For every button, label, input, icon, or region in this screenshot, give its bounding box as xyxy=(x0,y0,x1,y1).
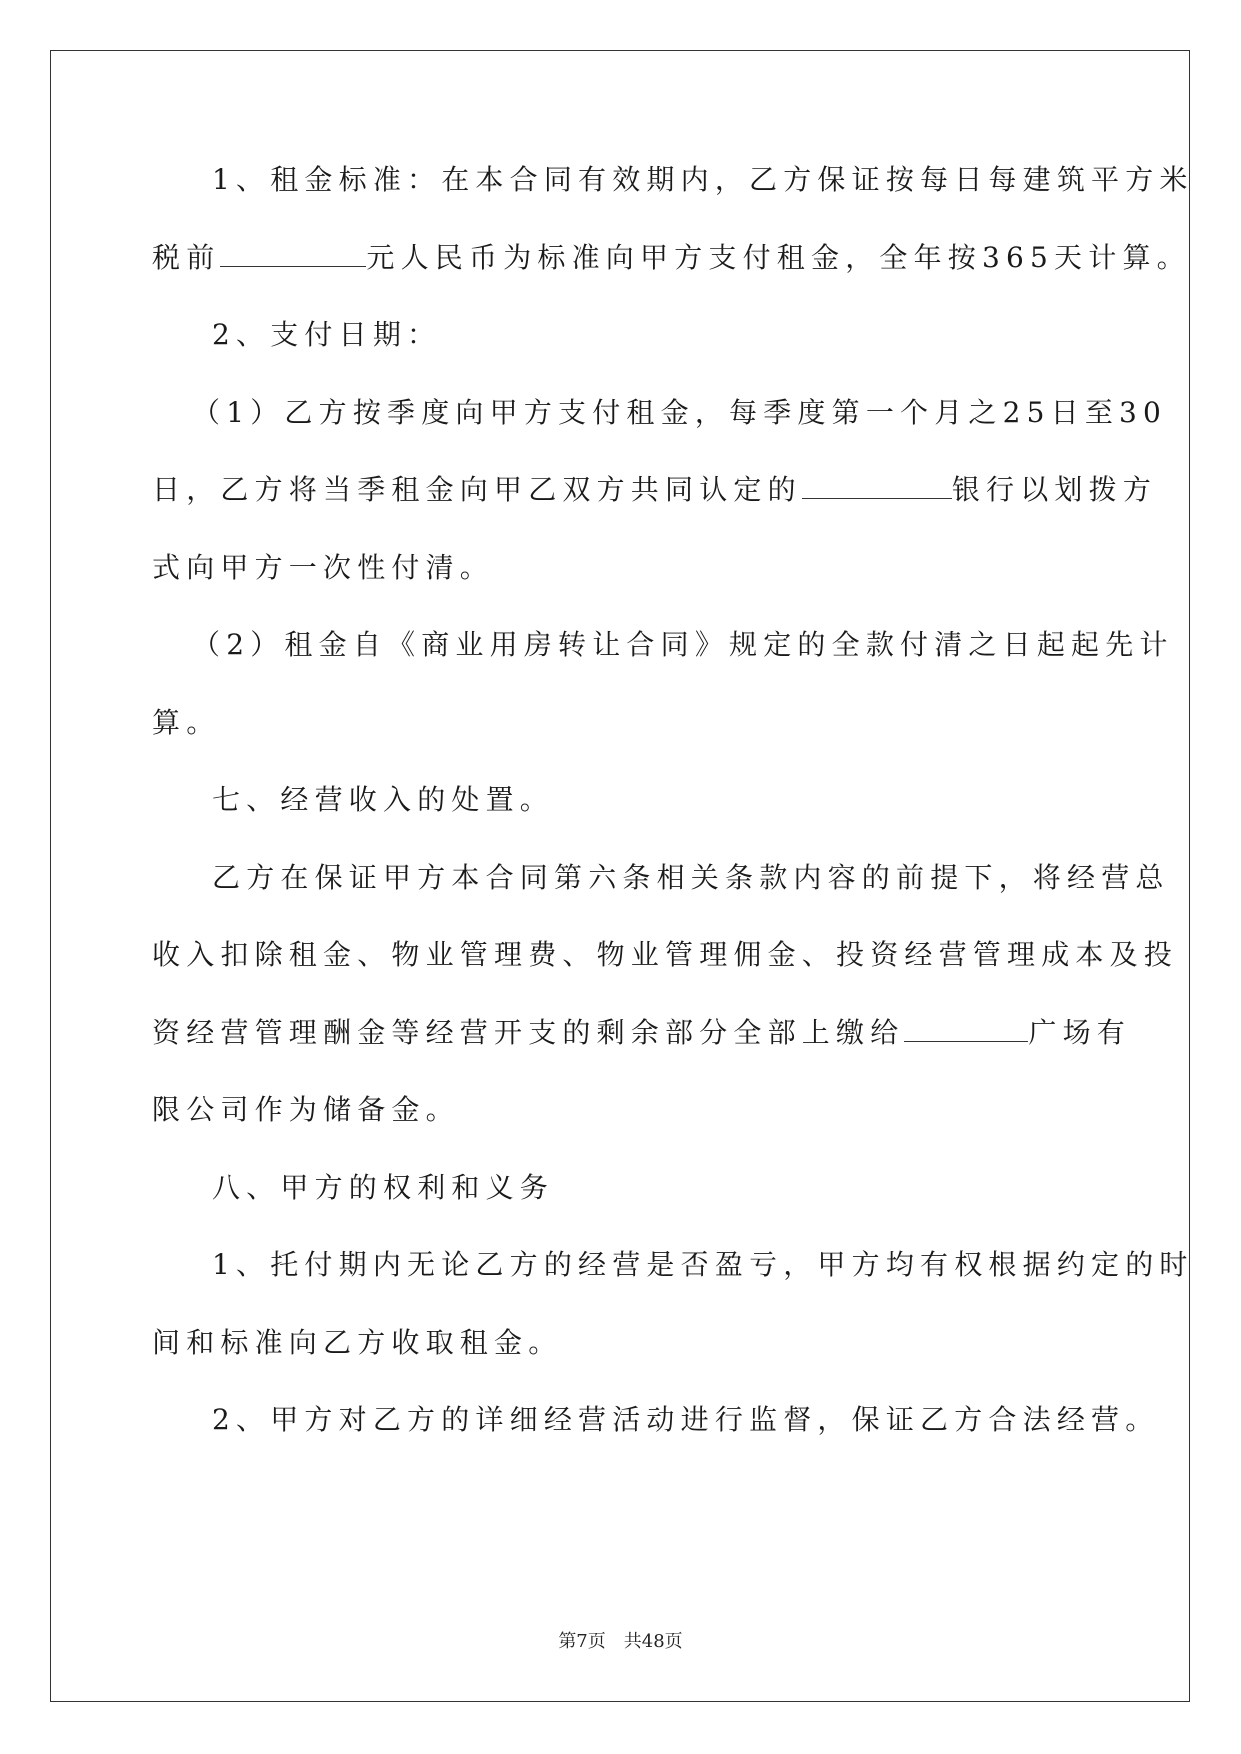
line-text: 间和标准向乙方收取租金。 xyxy=(152,1325,563,1359)
line-text-after-blank: 银行以划拨方 xyxy=(951,473,1158,506)
line-text: 式向甲方一次性付清。 xyxy=(152,550,495,584)
line-text: 限公司作为储备金。 xyxy=(152,1093,460,1126)
line-text: 收入扣除租金、物业管理费、物业管理佣金、投资经营管理成本及投 xyxy=(152,938,1179,971)
text-line xyxy=(152,470,1158,548)
line-text: 1、托付期内无论乙方的经营是否盈亏，甲方均有权根据约定的时 xyxy=(212,1248,1194,1281)
text-line xyxy=(152,238,1191,316)
line-text-after-blank: 元人民币为标准向甲方支付租金，全年按365天计算。 xyxy=(366,240,1191,274)
text-line xyxy=(152,548,1092,626)
fill-in-blank xyxy=(904,1013,1028,1042)
line-text-after-blank: 广场有 xyxy=(1028,1015,1132,1049)
line-text: 七、经营收入的处置。 xyxy=(212,783,555,816)
page-footer: 第7页 共48页 xyxy=(558,1631,683,1652)
text-line xyxy=(152,1090,1092,1168)
fill-in-blank xyxy=(220,238,366,267)
line-text: （2）租金自《商业用房转让合同》规定的全款付清之日起起先计 xyxy=(192,628,1174,661)
text-line xyxy=(152,935,1179,1013)
text-line xyxy=(152,1245,1194,1323)
line-text: 2、支付日期： xyxy=(212,318,442,351)
line-text: 八、甲方的权利和义务 xyxy=(212,1170,555,1204)
line-text-before-blank: 日，乙方将当季租金向甲乙双方共同认定的 xyxy=(152,473,802,506)
text-line xyxy=(152,160,1194,238)
text-line xyxy=(152,1400,1160,1478)
fill-in-blank xyxy=(802,470,952,499)
line-text: 2、甲方对乙方的详细经营活动进行监督，保证乙方合法经营。 xyxy=(212,1403,1160,1436)
text-line xyxy=(152,1323,1092,1401)
line-text: 乙方在保证甲方本合同第六条相关条款内容的前提下，将经营总 xyxy=(212,860,1170,894)
text-line xyxy=(152,858,1170,936)
text-line xyxy=(152,703,1092,781)
text-line xyxy=(152,1013,1132,1091)
line-text-before-blank: 资经营管理酬金等经营开支的剩余部分全部上缴给 xyxy=(152,1015,905,1049)
text-line xyxy=(152,625,1174,703)
document-body xyxy=(152,160,1194,1478)
line-text: 算。 xyxy=(152,705,221,739)
line-text: 1、租金标准：在本合同有效期内，乙方保证按每日每建筑平方米 xyxy=(212,163,1194,196)
text-line xyxy=(152,393,1168,471)
text-line xyxy=(152,315,1092,393)
text-line xyxy=(152,780,1092,858)
line-text-before-blank: 税前 xyxy=(152,240,221,274)
text-line xyxy=(152,1168,1092,1246)
line-text: （1）乙方按季度向甲方支付租金，每季度第一个月之25日至30 xyxy=(192,395,1168,429)
